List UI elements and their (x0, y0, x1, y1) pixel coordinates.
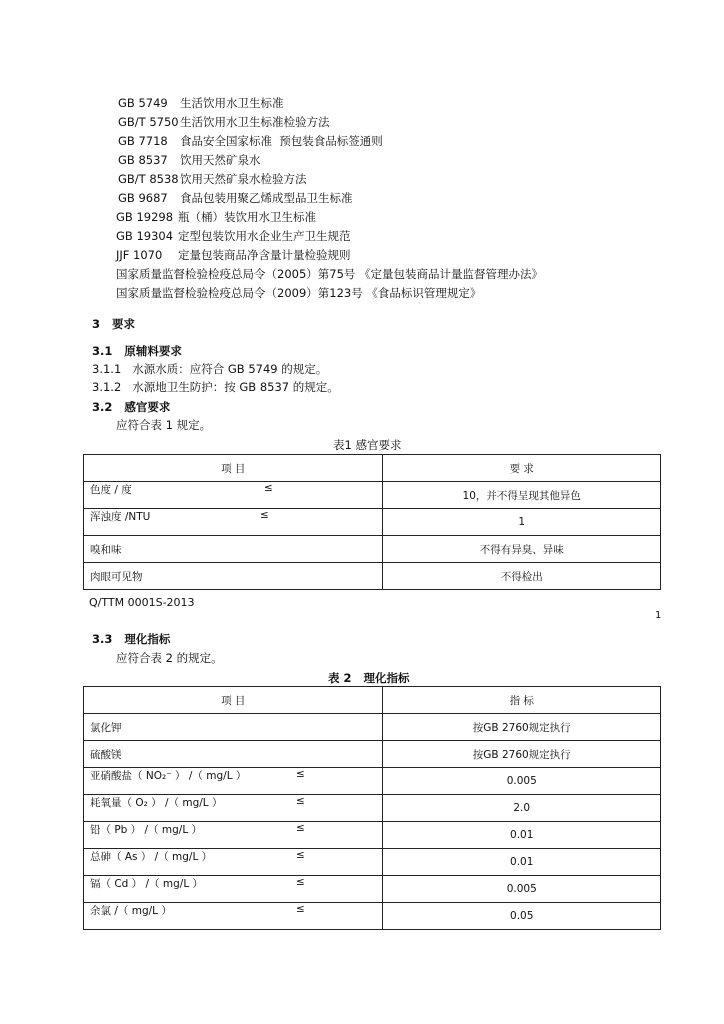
reference-item: GB 19304 定型包装饮用水企业生产卫生规范 (116, 229, 351, 243)
table-cell-value: 0.01 (383, 822, 661, 849)
table-header-row (84, 687, 661, 714)
table-header-cell: 项 目 (84, 687, 383, 714)
table-row (84, 509, 661, 536)
table-header-cell: 项 目 (84, 455, 383, 482)
table-cell-item: 铅（ Pb ） /（ mg/L ） ≤ (84, 822, 383, 849)
table-cell-item: 亚硝酸盐（ NO₂⁻ ） /（ mg/L ） ≤ (84, 768, 383, 795)
table-cell-item: 浑浊度 /NTU ≤ (84, 509, 383, 536)
reference-item: JJF 1070 定量包装商品净含量计量检验规则 (116, 248, 351, 262)
table-cell-item: 肉眼可见物 (84, 563, 383, 590)
table-cell-value: 按GB 2760规定执行 (383, 714, 661, 741)
reference-item: GB 8537 饮用天然矿泉水 (118, 153, 261, 167)
table-row (84, 482, 661, 509)
table-row (84, 903, 661, 930)
section-3-1-2: 3.1.2 水源地卫生防护：按 GB 8537 的规定。 (92, 380, 339, 394)
table-row (84, 714, 661, 741)
table-cell-item: 嗅和味 (84, 536, 383, 563)
table-cell-value: 不得检出 (383, 563, 661, 590)
page-number: 1 (655, 610, 662, 621)
table-row (84, 822, 661, 849)
table-header-row (84, 455, 661, 482)
section-3-3-text: 应符合表 2 的规定。 (116, 651, 223, 665)
section-3-1-heading: 3.1 原辅料要求 (92, 344, 182, 358)
document-code: Q/TTM 0001S-2013 (89, 596, 195, 609)
table-cell-value: 0.005 (383, 876, 661, 903)
table-cell-value: 0.05 (383, 903, 661, 930)
table-header-cell: 要 求 (383, 455, 661, 482)
table-cell-item: 氯化钾 (84, 714, 383, 741)
table-cell-value: 不得有异臭、异味 (383, 536, 661, 563)
table-cell-item: 耗氧量（ O₂ ） /（ mg/L ） ≤ (84, 795, 383, 822)
table-cell-value: 1 (383, 509, 661, 536)
reference-item: GB 19298 瓶（桶）装饮用水卫生标准 (116, 210, 316, 224)
leq-symbol: ≤ (296, 876, 305, 888)
reference-item: GB 7718 食品安全国家标准 预包装食品标签通则 (118, 134, 383, 148)
table-row (84, 768, 661, 795)
leq-symbol: ≤ (296, 903, 305, 915)
reference-item: GB 9687 食品包装用聚乙烯成型品卫生标准 (118, 191, 353, 205)
section-3-heading: 3 要求 (92, 317, 136, 331)
section-3-2-heading: 3.2 感官要求 (92, 400, 171, 414)
reference-item: GB/T 8538饮用天然矿泉水检验方法 (118, 172, 307, 186)
leq-symbol: ≤ (260, 509, 269, 521)
reference-item: 国家质量监督检验检疫总局令（2009）第123号 《食品标识管理规定》 (116, 286, 482, 300)
table-1-caption: 表1 感官要求 (333, 438, 402, 452)
table-row (84, 876, 661, 903)
table-2-caption: 表 2 理化指标 (328, 671, 410, 685)
table-cell-value: 按GB 2760规定执行 (383, 741, 661, 768)
leq-symbol: ≤ (296, 849, 305, 861)
table-cell-value: 0.005 (383, 768, 661, 795)
table-header-cell: 指 标 (383, 687, 661, 714)
reference-item: GB/T 5750生活饮用水卫生标准检验方法 (118, 115, 330, 129)
leq-symbol: ≤ (296, 768, 305, 780)
section-3-1-1: 3.1.1 水源水质：应符合 GB 5749 的规定。 (92, 362, 328, 376)
table-row (84, 741, 661, 768)
table-row (84, 563, 661, 590)
table-cell-value: 10，并不得呈现其他异色 (383, 482, 661, 509)
table-cell-item: 镉（ Cd ） /（ mg/L ） ≤ (84, 876, 383, 903)
table-row (84, 536, 661, 563)
table-cell-value: 0.01 (383, 849, 661, 876)
table-cell-item: 余氯 /（ mg/L ） ≤ (84, 903, 383, 930)
table-cell-item: 色度 / 度 ≤ (84, 482, 383, 509)
reference-item: 国家质量监督检验检疫总局令（2005）第75号 《定量包装商品计量监督管理办法》 (116, 267, 544, 281)
table-row (84, 795, 661, 822)
table-cell-value: 2.0 (383, 795, 661, 822)
reference-item: GB 5749 生活饮用水卫生标准 (118, 96, 284, 110)
table-1 (83, 454, 661, 590)
leq-symbol: ≤ (296, 822, 305, 834)
section-3-2-text: 应符合表 1 规定。 (116, 418, 212, 432)
table-2 (83, 686, 661, 930)
table-cell-item: 硫酸镁 (84, 741, 383, 768)
table-cell-item: 总砷（ As ） /（ mg/L ） ≤ (84, 849, 383, 876)
table-row (84, 849, 661, 876)
section-3-3-heading: 3.3 理化指标 (92, 632, 171, 646)
leq-symbol: ≤ (296, 795, 305, 807)
leq-symbol: ≤ (264, 482, 273, 494)
